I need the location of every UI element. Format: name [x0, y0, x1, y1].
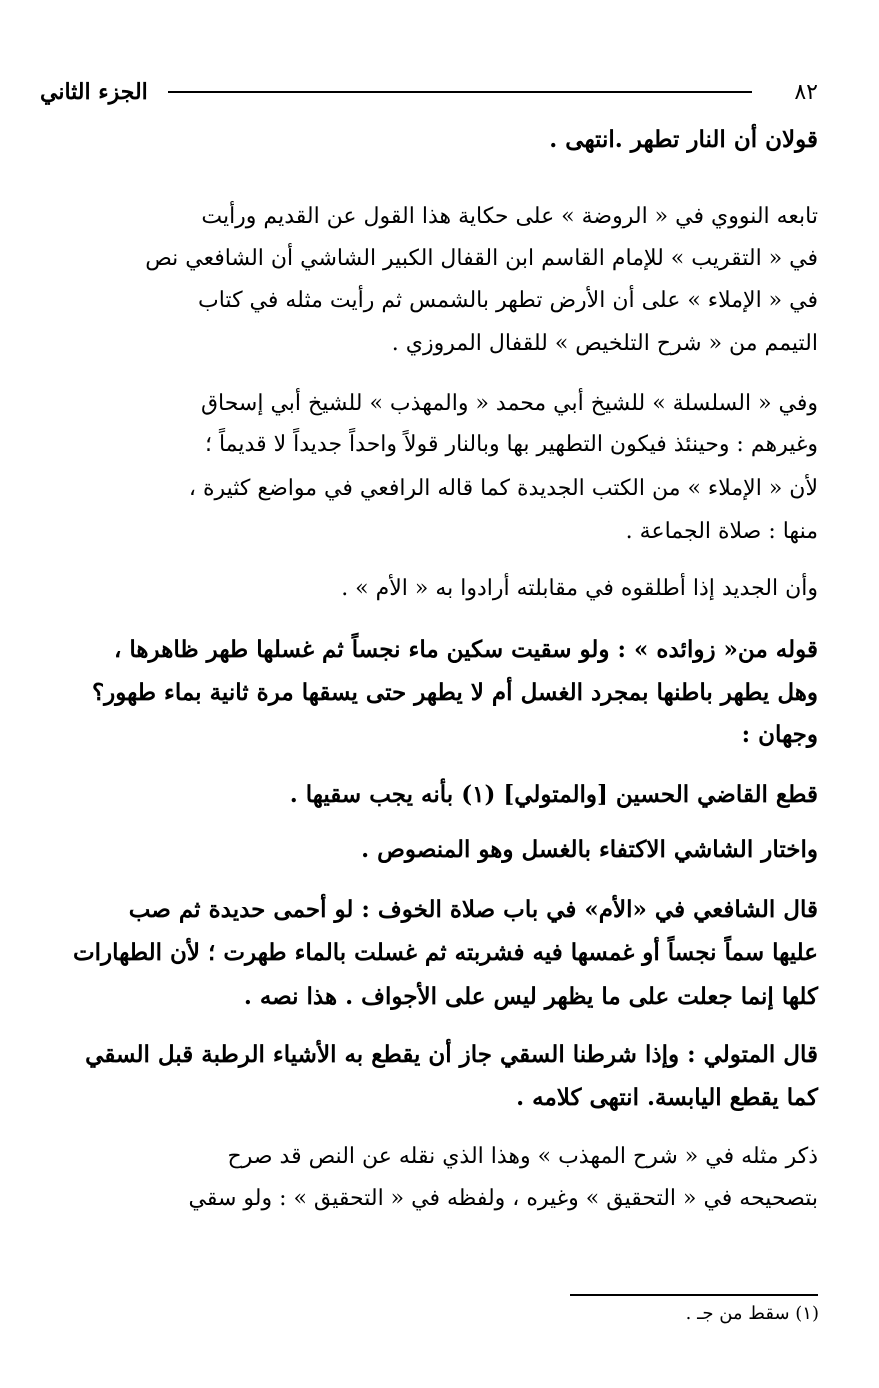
- text-line: بتصحيحه في « التحقيق » وغيره ، ولفظه في « التحقيق » : ولو سقي: [188, 1186, 818, 1211]
- text-line: وهل يطهر باطنها بمجرد الغسل أم لا يطهر حتى يسقها مرة ثانية بماء طهور؟: [91, 679, 818, 706]
- text-line: كما يقطع اليابسة. انتهى كلامه .: [516, 1084, 818, 1111]
- text-line: قولان أن النار تطهر .انتهى .: [549, 126, 818, 153]
- text-line: تابعه النووي في « الروضة » على حكاية هذا القول عن القديم ورأيت: [201, 204, 818, 229]
- footnote-separator: [570, 1294, 818, 1296]
- text-line: في « الإملاء » على أن الأرض تطهر بالشمس ثم رأيت مثله في كتاب: [198, 288, 818, 313]
- text-line: وأن الجديد إذا أطلقوه في مقابلته أرادوا به « الأم » .: [341, 576, 818, 601]
- text-line: كلها إنما جعلت على ما يظهر ليس على الأجواف . هذا نصه .: [243, 983, 818, 1010]
- text-line: عليها سماً نجساً أو غمسها فيه فشربته ثم غسلت بالماء طهرت ؛ لأن الطهارات: [72, 939, 818, 966]
- text-line: قوله من« زوائده » : ولو سقيت سكين ماء نجساً ثم غسلها طهر ظاهرها ،: [113, 636, 818, 663]
- text-line: وجهان :: [741, 721, 818, 748]
- header-rule: [168, 91, 752, 93]
- text-line: التيمم من « شرح التلخيص » للقفال المروزي .: [391, 331, 818, 356]
- text-line: لأن « الإملاء » من الكتب الجديدة كما قاله الرافعي في مواضع كثيرة ،: [188, 476, 818, 501]
- text-line: قال الشافعي في «الأم» في باب صلاة الخوف : لو أحمى حديدة ثم صب: [128, 896, 818, 923]
- text-line: ذكر مثله في « شرح المهذب » وهذا الذي نقله عن النص قد صرح: [227, 1144, 818, 1169]
- text-line: قطع القاضي الحسين [والمتولي] (١) بأنه يجب سقيها .: [289, 781, 818, 808]
- text-line: وغيرهم : وحينئذ فيكون التطهير بها وبالنار قولاً واحداً جديداً لا قديماً ؛: [204, 432, 818, 457]
- text-line: واختار الشاشي الاكتفاء بالغسل وهو المنصوص .: [361, 836, 818, 863]
- footnote: (١) سقط من جـ .: [685, 1303, 819, 1324]
- text-line: وفي « السلسلة » للشيخ أبي محمد « والمهذب » للشيخ أبي إسحاق: [200, 391, 818, 416]
- part-title: الجزء الثاني: [40, 79, 148, 105]
- text-line: منها : صلاة الجماعة .: [625, 519, 818, 544]
- page-number: ٨٢: [794, 79, 818, 105]
- text-line: قال المتولي : وإذا شرطنا السقي جاز أن يقطع به الأشياء الرطبة قبل السقي: [85, 1041, 818, 1068]
- page-header: [40, 74, 818, 110]
- text-line: في « التقريب » للإمام القاسم ابن القفال الكبير الشاشي أن الشافعي نص: [145, 246, 818, 271]
